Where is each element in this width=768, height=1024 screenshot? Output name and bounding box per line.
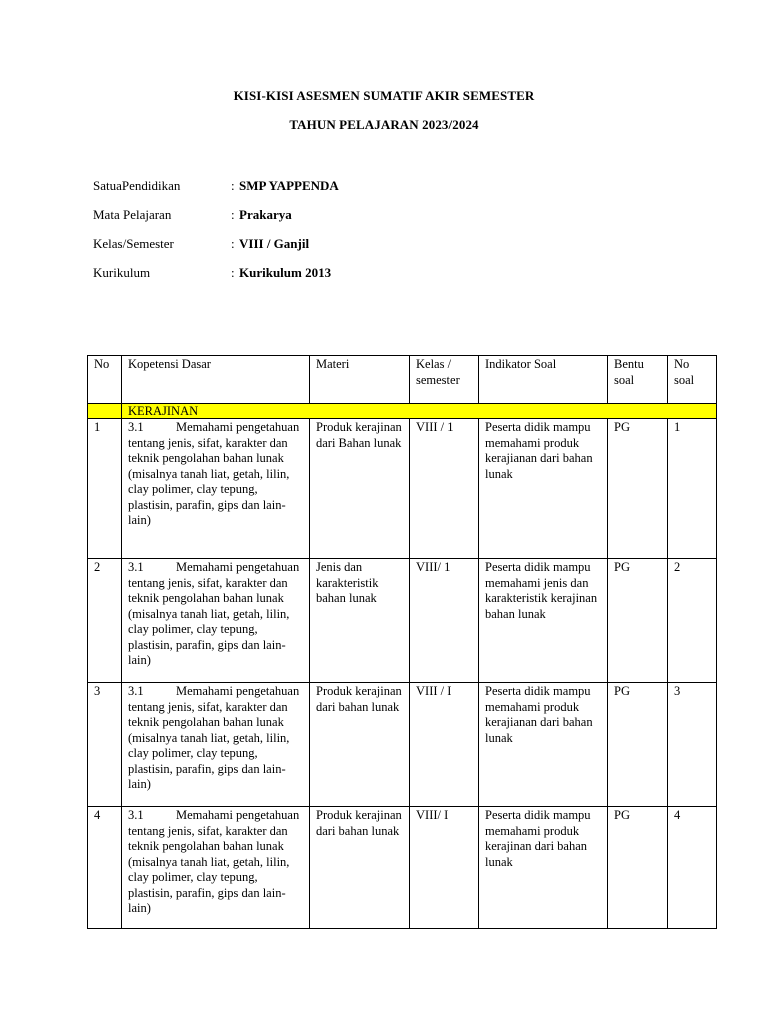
info-label: Kelas/Semester (93, 236, 174, 251)
kd-number: 3.1 (128, 808, 144, 822)
cell-no-soal: 2 (668, 559, 717, 683)
info-label: Kurikulum (93, 265, 151, 280)
info-label: SatuaPendidikan (93, 178, 181, 193)
cell-indikator: Peserta didik mampu memahami produk kerajinan dari bahan lunak (479, 807, 608, 929)
info-value: VIII / Ganjil (239, 236, 310, 251)
section-row-kerajinan (88, 404, 717, 419)
kd-text: Memahami pengetahuan tentang jenis, sifat, karakter dan teknik pengolahan bahan lunak (misalnya tanah liat, getah, lilin, clay polimer, clay tepung, plastisin, parafin, gips dan lain-lain) (128, 560, 300, 667)
cell-kelas: VIII / I (410, 683, 479, 807)
column-header-bentuk-soal: Bentu soal (608, 356, 668, 404)
kd-number: 3.1 (128, 420, 144, 434)
cell-indikator: Peserta didik mampu memahami produk kerajianan dari bahan lunak (479, 419, 608, 559)
cell-no: 1 (88, 419, 122, 559)
cell-kompetensi-dasar (122, 807, 310, 929)
cell-kelas: VIII/ I (410, 807, 479, 929)
cell-no: 3 (88, 683, 122, 807)
cell-no-soal: 4 (668, 807, 717, 929)
table-row (88, 559, 717, 683)
cell-bentuk-soal: PG (608, 807, 668, 929)
table-row (88, 807, 717, 929)
cell-kompetensi-dasar (122, 559, 310, 683)
kd-text: Memahami pengetahuan tentang jenis, sifat, karakter dan teknik pengolahan bahan lunak (misalnya tanah liat, getah, lilin, clay polimer, clay tepung, plastisin, parafin, gips dan lain-lain) (128, 420, 300, 527)
cell-kelas: VIII / 1 (410, 419, 479, 559)
cell-no: 4 (88, 807, 122, 929)
column-header-no-soal: No soal (668, 356, 717, 404)
cell-no-soal: 3 (668, 683, 717, 807)
cell-kompetensi-dasar (122, 683, 310, 807)
info-value: Kurikulum 2013 (239, 265, 332, 280)
document-subtitle: TAHUN PELAJARAN 2023/2024 (289, 117, 479, 132)
column-header-kompetensi-dasar: Kopetensi Dasar (122, 356, 310, 404)
info-colon: : (231, 236, 235, 251)
cell-no-soal: 1 (668, 419, 717, 559)
info-value: SMP YAPPENDA (239, 178, 339, 193)
table-header-row (88, 356, 717, 404)
info-colon: : (231, 207, 235, 222)
kisi-kisi-table (87, 355, 717, 929)
table-row (88, 419, 717, 559)
section-label: KERAJINAN (122, 404, 717, 419)
cell-materi: Jenis dan karakteristik bahan lunak (310, 559, 410, 683)
cell-bentuk-soal: PG (608, 419, 668, 559)
cell-bentuk-soal: PG (608, 559, 668, 683)
kd-number: 3.1 (128, 560, 144, 574)
column-header-indikator-soal: Indikator Soal (479, 356, 608, 404)
cell-bentuk-soal: PG (608, 683, 668, 807)
info-label: Mata Pelajaran (93, 207, 172, 222)
cell-indikator: Peserta didik mampu memahami produk kerajianan dari bahan lunak (479, 683, 608, 807)
cell-indikator: Peserta didik mampu memahami jenis dan karakteristik kerajinan bahan lunak (479, 559, 608, 683)
info-colon: : (231, 265, 235, 280)
section-cell-spacer (88, 404, 122, 419)
cell-materi: Produk kerajinan dari Bahan lunak (310, 419, 410, 559)
kd-text: Memahami pengetahuan tentang jenis, sifat, karakter dan teknik pengolahan bahan lunak (misalnya tanah liat, getah, lilin, clay polimer, clay tepung, plastisin, parafin, gips dan lain-lain) (128, 808, 300, 915)
cell-no: 2 (88, 559, 122, 683)
document-title: KISI-KISI ASESMEN SUMATIF AKIR SEMESTER (233, 88, 535, 103)
kd-text: Memahami pengetahuan tentang jenis, sifat, karakter dan teknik pengolahan bahan lunak (misalnya tanah liat, getah, lilin, clay polimer, clay tepung, plastisin, parafin, gips dan lain-lain) (128, 684, 300, 791)
cell-kelas: VIII/ 1 (410, 559, 479, 683)
cell-materi: Produk kerajinan dari bahan lunak (310, 683, 410, 807)
cell-materi: Produk kerajinan dari bahan lunak (310, 807, 410, 929)
kd-number: 3.1 (128, 684, 144, 698)
info-value: Prakarya (239, 207, 292, 222)
column-header-no: No (88, 356, 122, 404)
table-row (88, 683, 717, 807)
column-header-kelas-semester: Kelas / semester (410, 356, 479, 404)
column-header-materi: Materi (310, 356, 410, 404)
cell-kompetensi-dasar (122, 419, 310, 559)
info-colon: : (231, 178, 235, 193)
